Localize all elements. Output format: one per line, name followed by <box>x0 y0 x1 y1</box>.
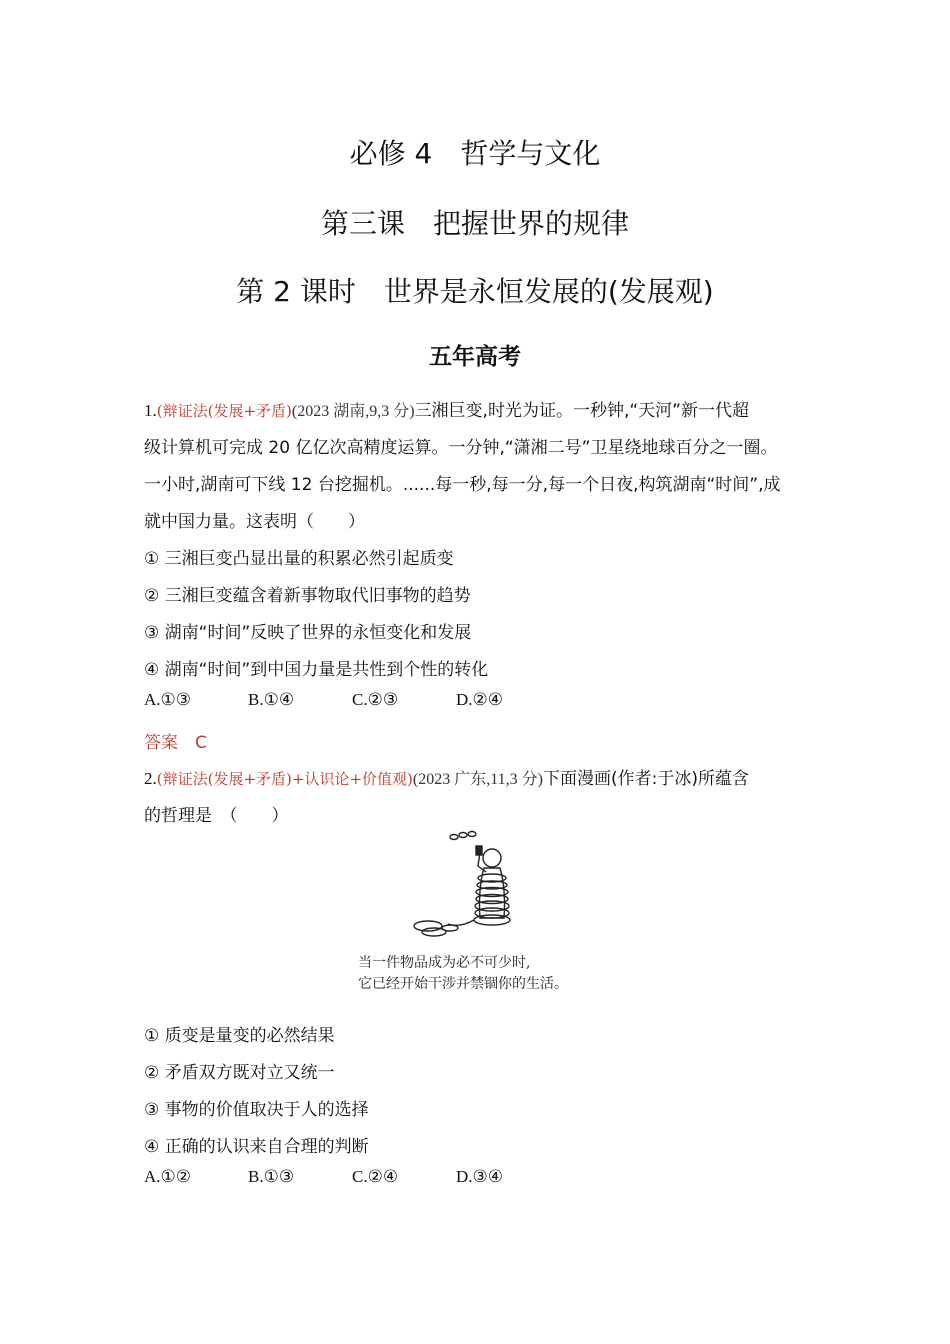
cartoon-caption-line2: 它已经开始干涉并禁锢你的生活。 <box>358 976 568 992</box>
q2-item-2: ② 矛盾双方既对立又统一 <box>144 1063 335 1083</box>
q1-stem-line1 <box>144 396 814 421</box>
q1-option-b: B.①④ <box>248 690 295 709</box>
q1-stem-line3: 一小时,湖南可下线 12 台挖掘机。......每一秒,每一分,每一个日夜,构筑湖南“时间”,成 <box>144 475 781 495</box>
q2-options <box>144 1167 814 1187</box>
q1-item-2: ② 三湘巨变蕴含着新事物取代旧事物的趋势 <box>144 586 471 606</box>
q1-item-3: ③ 湖南“时间”反映了世界的永恒变化和发展 <box>144 623 472 643</box>
q2-stem-line1 <box>144 764 814 789</box>
q2-item-1: ① 质变是量变的必然结果 <box>144 1026 335 1046</box>
cartoon-caption-line1: 当一件物品成为必不可少时, <box>358 955 531 971</box>
book-title: 必修 4 哲学与文化 <box>349 137 601 170</box>
q2-item-4: ④ 正确的认识来自合理的判断 <box>144 1137 369 1157</box>
q2-stem-line2: 的哲理是 （ ） <box>144 806 289 826</box>
q1-number: 1. <box>144 401 157 420</box>
cartoon-illustration <box>400 828 550 950</box>
section-title: 五年高考 <box>429 344 521 370</box>
q1-text-start: 三湘巨变,时光为证。一秒钟,“天河”新一代超 <box>414 401 749 421</box>
q2-tag: (辩证法(发展+矛盾)+认识论+价值观) <box>156 770 413 788</box>
q1-stem-line4: 就中国力量。这表明（ ） <box>144 512 365 532</box>
q1-tag: (辩证法(发展+矛盾) <box>156 402 292 420</box>
q1-option-a: A.①③ <box>144 690 192 709</box>
q2-option-a: A.①② <box>144 1167 192 1186</box>
q1-options <box>144 690 814 710</box>
lesson-title: 第三课 把握世界的规律 <box>320 207 629 240</box>
q1-item-1: ① 三湘巨变凸显出量的积累必然引起质变 <box>144 549 454 569</box>
q1-option-d: D.②④ <box>456 690 504 709</box>
q2-option-c: C.②④ <box>352 1167 399 1186</box>
q1-stem-line2: 级计算机可完成 20 亿亿次高精度运算。一分钟,“潇湘二号”卫星绕地球百分之一圈。 <box>144 438 778 458</box>
q1-option-c: C.②③ <box>352 690 399 709</box>
period-title: 第 2 课时 世界是永恒发展的(发展观) <box>236 275 714 308</box>
q1-answer: 答案 C <box>144 733 207 753</box>
q2-text-start: 下面漫画(作者:于冰)所蕴含 <box>542 769 749 789</box>
q2-option-d: D.③④ <box>456 1167 504 1186</box>
q1-item-4: ④ 湖南“时间”到中国力量是共性到个性的转化 <box>144 660 489 680</box>
q2-source: (2023 广东,11,3 分) <box>412 771 543 788</box>
q2-number: 2. <box>144 769 157 788</box>
q2-item-3: ③ 事物的价值取决于人的选择 <box>144 1100 369 1120</box>
q1-source: (2023 湖南,9,3 分) <box>291 403 415 420</box>
q2-option-b: B.①③ <box>248 1167 295 1186</box>
